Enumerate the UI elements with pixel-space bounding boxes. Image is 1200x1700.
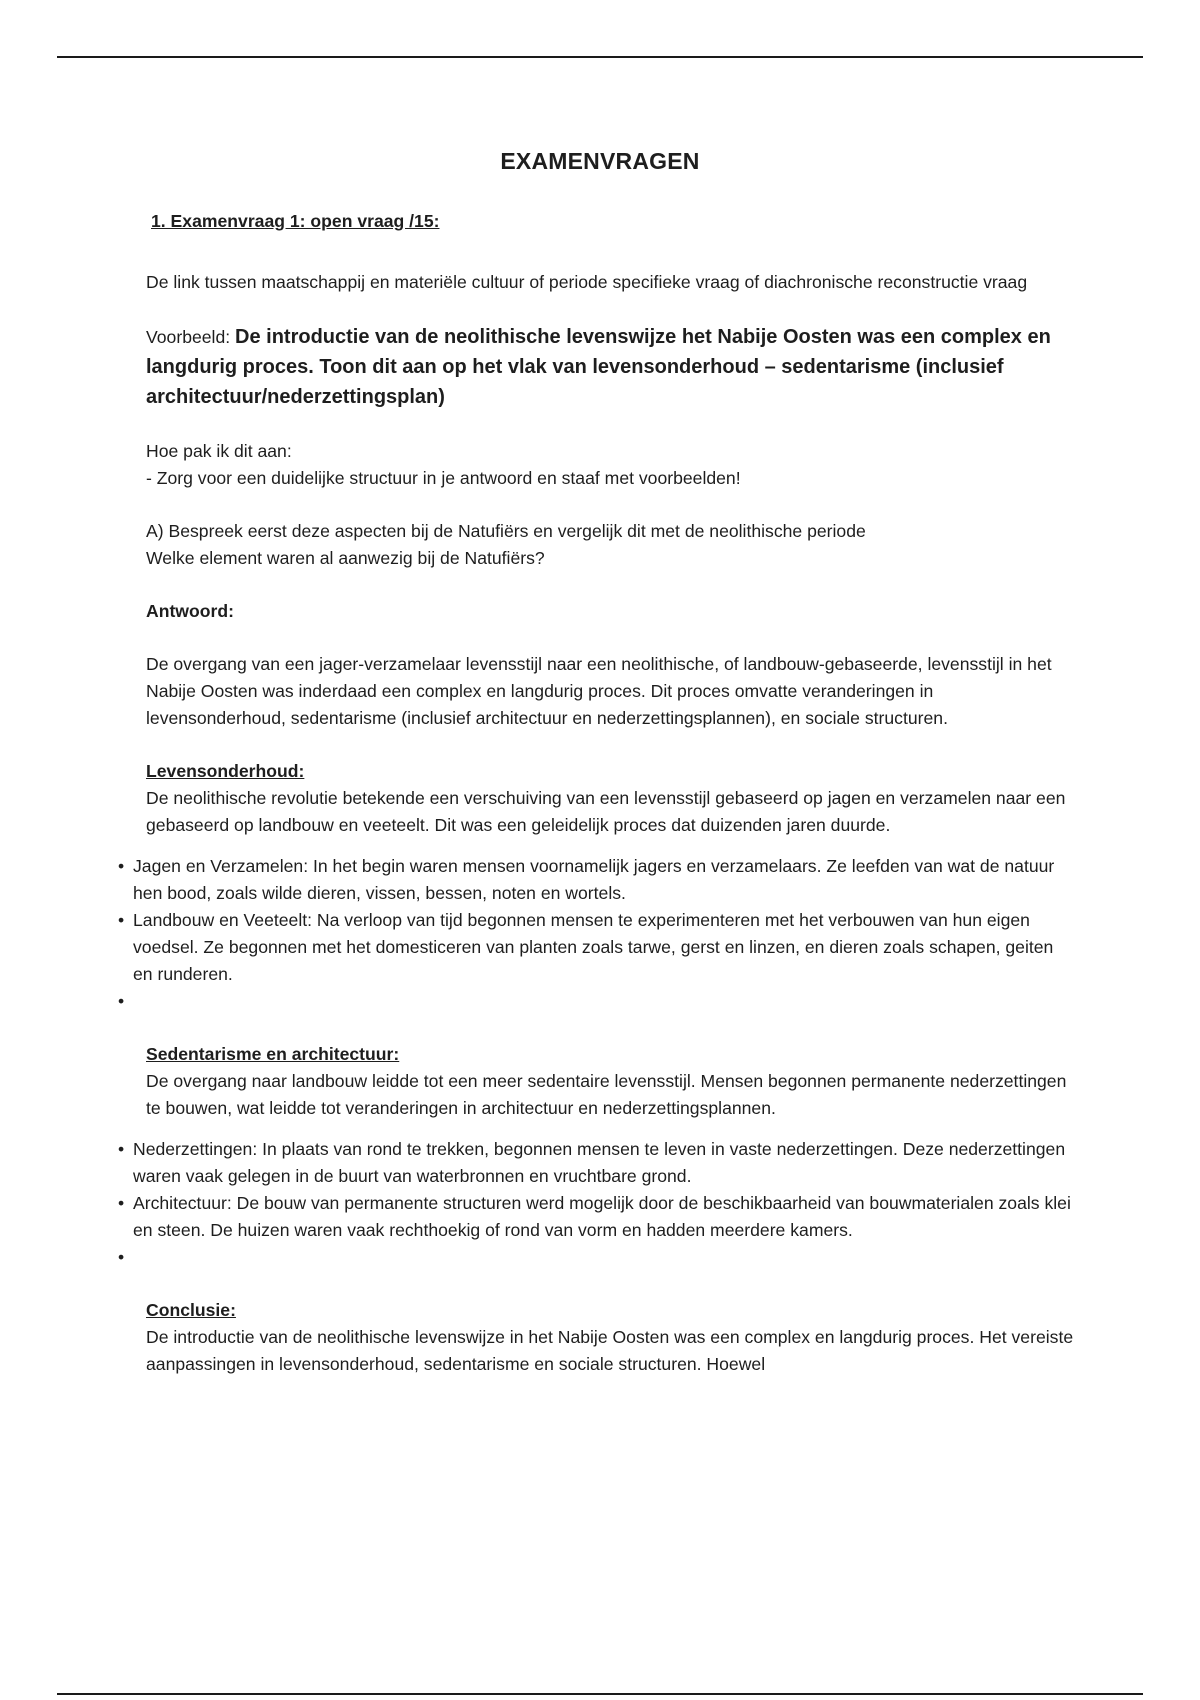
list-item-text: Jagen en Verzamelen: In het begin waren mensen voornamelijk jagers en verzamelaars. Ze leefden van wat de natuur hen bood, zoals wilde dieren, vissen, bessen, noten en wortels.: [133, 856, 1055, 903]
answer-label: Antwoord:: [146, 601, 234, 621]
intro-text: De link tussen maatschappij en materiële cultuur of periode specifieke vraag of diachronische reconstructie vraag: [146, 272, 1028, 292]
page-title: EXAMENVRAGEN: [500, 148, 700, 174]
bullet-list-levensonderhoud: [118, 853, 1076, 1015]
list-item: [118, 1190, 1076, 1244]
list-item: [118, 907, 1076, 988]
approach-tip: - Zorg voor een duidelijke structuur in je antwoord en staaf met voorbeelden!: [146, 468, 741, 488]
bullet-list-sedentarisme: [118, 1136, 1076, 1271]
list-item: [118, 1136, 1076, 1190]
task-a-line2: Welke element waren al aanwezig bij de Natufiërs?: [146, 548, 545, 568]
example-question: De introductie van de neolithische levenswijze het Nabije Oosten was een complex en langdurig proces. Toon dit aan op het vlak van levensonderhoud – sedentarisme (inclusief architectuur/nederzettingsplan): [146, 326, 1051, 408]
top-rule: [57, 56, 1143, 58]
section-text-sedentarisme: De overgang naar landbouw leidde tot een meer sedentaire levensstijl. Mensen begonnen permanente nederzettingen te bouwen, wat leidde tot veranderingen in architectuur en nederzettingsplannen.: [146, 1071, 1067, 1118]
section-text-conclusie: De introductie van de neolithische levenswijze in het Nabije Oosten was een complex en langdurig proces. Het vereiste aanpassingen in levensonderhoud, sedentarisme en sociale structuren. Hoewel: [146, 1327, 1074, 1374]
list-item-text: Nederzettingen: In plaats van rond te trekken, begonnen mensen te leven in vaste nederzettingen. Deze nederzettingen waren vaak gelegen in de buurt van waterbronnen en vruchtbare grond.: [133, 1139, 1066, 1186]
example-paragraph: [146, 322, 1076, 412]
bullet-glyph: •: [118, 856, 125, 876]
list-item: [118, 988, 1076, 1015]
section-heading-levensonderhoud: Levensonderhoud:: [146, 761, 305, 781]
list-item-text: Architectuur: De bouw van permanente structuren werd mogelijk door de beschikbaarheid van bouwmaterialen zoals klei en steen. De huizen waren vaak rechthoekig of rond van vorm en hadden meerdere kamers.: [133, 1193, 1071, 1240]
approach-label: Hoe pak ik dit aan:: [146, 441, 292, 461]
task-a-line1: A) Bespreek eerst deze aspecten bij de Natufiërs en vergelijk dit met de neolithische periode: [146, 521, 866, 541]
document-body: [118, 208, 1076, 1378]
bullet-glyph: •: [118, 991, 125, 1011]
list-item: [118, 853, 1076, 907]
section-text-levensonderhoud: De neolithische revolutie betekende een verschuiving van een levensstijl gebaseerd op jagen en verzamelen naar een gebaseerd op landbouw en veeteelt. Dit was een geleidelijk proces dat duizenden jaren duurde.: [146, 788, 1066, 835]
list-item-text: Landbouw en Veeteelt: Na verloop van tijd begonnen mensen te experimenteren met het verbouwen van hun eigen voedsel. Ze begonnen met het domesticeren van planten zoals tarwe, gerst en linzen, en dieren zoals schapen, geiten en runderen.: [133, 910, 1054, 984]
section-heading-conclusie: Conclusie:: [146, 1300, 236, 1320]
question-heading: 1. Examenvraag 1: open vraag /15:: [151, 211, 440, 231]
list-item: [118, 1244, 1076, 1271]
answer-intro: De overgang van een jager-verzamelaar levensstijl naar een neolithische, of landbouw-gebaseerde, levensstijl in het Nabije Oosten was inderdaad een complex en langdurig proces. Dit proces omvatte veranderingen in levensonderhoud, sedentarisme (inclusief architectuur en nederzettingsplannen), en sociale structuren.: [146, 654, 1052, 728]
section-heading-sedentarisme: Sedentarisme en architectuur:: [146, 1044, 400, 1064]
example-label: Voorbeeld:: [146, 327, 236, 347]
bullet-glyph: •: [118, 910, 125, 930]
bottom-rule: [57, 1693, 1143, 1695]
bullet-glyph: •: [118, 1139, 125, 1159]
bullet-glyph: •: [118, 1247, 125, 1267]
bullet-glyph: •: [118, 1193, 125, 1213]
